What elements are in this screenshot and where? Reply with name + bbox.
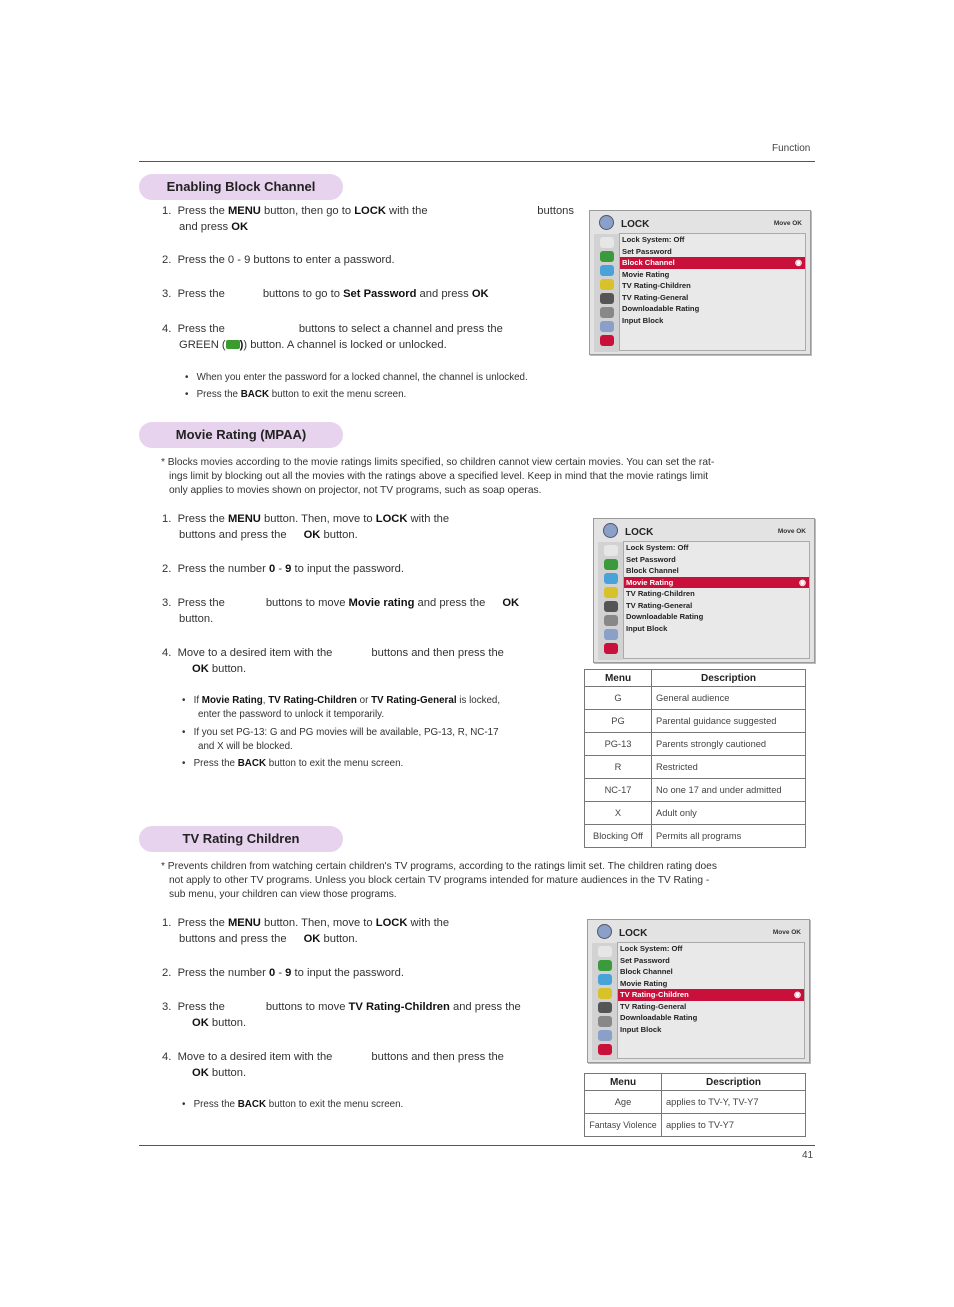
table-row: Fantasy Violence applies to TV-Y7 [585, 1114, 806, 1137]
tv-children-table [584, 1073, 806, 1137]
block-bullet-1: • When you enter the password for a locked channel, the channel is unlocked. [185, 372, 528, 383]
menu-item-lock-system: Lock System: Off [626, 543, 689, 552]
table-header-menu: Menu [585, 1074, 662, 1091]
block-step-2: 2. Press the 0 - 9 buttons to enter a password. [162, 254, 395, 266]
menu-item-block-channel: Block Channel ◉ [620, 257, 805, 269]
table-row: X Adult only [585, 802, 806, 825]
table-row: NC-17 No one 17 and under admitted [585, 779, 806, 802]
lock-menu-screenshot-1 [589, 210, 811, 355]
block-step-3: 3. Press the buttons to go to Set Password and press OK [162, 288, 489, 300]
tv-children-note: * Prevents children from watching certain children's TV programs, according to the ratings limit set. The children rating does not apply to other TV programs. Unless you block certain TV programs intended for mature audiences in the TV Rating - sub menu, your children can view those programs. [161, 861, 717, 900]
menu-nav-hint: Move OK [777, 528, 806, 535]
movie-rating-note: * Blocks movies according to the movie ratings limits specified, so children cannot view certain movies. You can set the rat- ings limit by blocking out all the movies with the ratings above a specified level. Keep in mind that the movie ratings limit only applies to movies shown on projector, not TV programs, such as soap operas. [161, 457, 715, 496]
table-header-description: Description [662, 1074, 806, 1091]
table-header-menu: Menu [585, 670, 652, 687]
menu-item-block-channel: Block Channel [620, 967, 673, 976]
menu-item-input-block: Input Block [620, 1024, 662, 1034]
lock-menu-screenshot-2 [593, 518, 815, 663]
menu-item-movie-rating: Movie Rating ◉ [624, 577, 809, 589]
menu-item-tv-rating-general: TV Rating-General [626, 600, 693, 610]
table-row: Age applies to TV-Y, TV-Y7 [585, 1091, 806, 1114]
block-step-4: 4. Press the buttons to select a channel and press the GREEN ( )) button. A channel is locked or unlocked. [162, 323, 503, 351]
tv-step-2: 2. Press the number 0 - 9 to input the password. [162, 967, 404, 979]
block-bullet-2: • Press the BACK button to exit the menu screen. [185, 389, 407, 400]
menu-item-lock-system: Lock System: Off [622, 235, 685, 244]
section-title-tv-rating-children: TV Rating Children [139, 826, 343, 852]
menu-item-lock-system: Lock System: Off [620, 944, 683, 953]
lock-icon [597, 924, 612, 939]
menu-item-movie-rating: Movie Rating [622, 269, 670, 279]
movie-rating-table [584, 669, 806, 848]
table-row: Blocking Off Permits all programs [585, 825, 806, 848]
lock-menu-screenshot-3 [587, 919, 810, 1063]
menu-item-downloadable-rating: Downloadable Rating [622, 304, 700, 313]
table-header-description: Description [652, 670, 806, 687]
block-step-1: 1. Press the MENU button, then go to LOCK with the buttons and press OK [162, 205, 574, 233]
movie-bullet-2: • If you set PG-13: G and PG movies will be available, PG-13, R, NC-17 and X will be blocked. [182, 727, 499, 752]
menu-item-set-password: Set Password [620, 955, 670, 965]
menu-nav-hint: Move OK [772, 929, 801, 936]
lock-icon [599, 215, 614, 230]
menu-category-icons [598, 542, 623, 660]
movie-step-4: 4. Move to a desired item with the buttons and then press the OK button. [162, 647, 504, 675]
menu-item-tv-rating-children: TV Rating-Children ◉ [618, 989, 804, 1001]
table-row: G General audience [585, 687, 806, 710]
menu-item-downloadable-rating: Downloadable Rating [620, 1013, 698, 1022]
menu-item-tv-rating-general: TV Rating-General [622, 292, 689, 302]
section-title-block-channel: Enabling Block Channel [139, 174, 343, 200]
page-number: 41 [802, 1150, 814, 1161]
tv-step-3: 3. Press the buttons to move TV Rating-Children and press the OK button. [162, 1001, 521, 1029]
table-row: PG Parental guidance suggested [585, 710, 806, 733]
section-title-movie-rating: Movie Rating (MPAA) [139, 422, 343, 448]
bottom-rule [139, 1145, 815, 1146]
menu-item-block-channel: Block Channel [626, 566, 679, 575]
menu-category-icons [592, 943, 617, 1060]
menu-item-set-password: Set Password [622, 246, 672, 256]
lock-icon [603, 523, 618, 538]
menu-item-set-password: Set Password [626, 554, 676, 564]
top-rule [139, 161, 815, 162]
section-header: Function [772, 143, 811, 154]
menu-item-downloadable-rating: Downloadable Rating [626, 612, 704, 621]
menu-title: LOCK [625, 527, 654, 538]
green-button-icon [226, 340, 240, 349]
menu-item-input-block: Input Block [622, 315, 664, 325]
menu-title: LOCK [621, 219, 650, 230]
movie-step-3: 3. Press the buttons to move Movie rating and press the OK button. [162, 597, 520, 625]
tv-bullet-1: • Press the BACK button to exit the menu screen. [182, 1099, 404, 1110]
menu-title: LOCK [619, 928, 648, 939]
tv-step-1: 1. Press the MENU button. Then, move to LOCK with the buttons and press the OK button. [162, 917, 450, 945]
tv-step-4: 4. Move to a desired item with the buttons and then press the OK button. [162, 1051, 504, 1079]
movie-step-1: 1. Press the MENU button. Then, move to LOCK with the buttons and press the OK button. [162, 513, 450, 541]
movie-bullet-3: • Press the BACK button to exit the menu screen. [182, 758, 404, 769]
menu-item-input-block: Input Block [626, 623, 668, 633]
table-row: PG-13 Parents strongly cautioned [585, 733, 806, 756]
menu-item-tv-rating-children: TV Rating-Children [622, 281, 691, 290]
menu-nav-hint: Move OK [773, 220, 802, 227]
menu-item-movie-rating: Movie Rating [620, 978, 668, 988]
menu-item-tv-rating-general: TV Rating-General [620, 1001, 687, 1011]
movie-step-2: 2. Press the number 0 - 9 to input the password. [162, 563, 404, 575]
menu-category-icons [594, 234, 619, 352]
movie-bullet-1: • If Movie Rating, TV Rating-Children or TV Rating-General is locked, enter the password to unlock it temporarily. [182, 695, 501, 720]
menu-item-tv-rating-children: TV Rating-Children [626, 589, 695, 598]
table-row: R Restricted [585, 756, 806, 779]
